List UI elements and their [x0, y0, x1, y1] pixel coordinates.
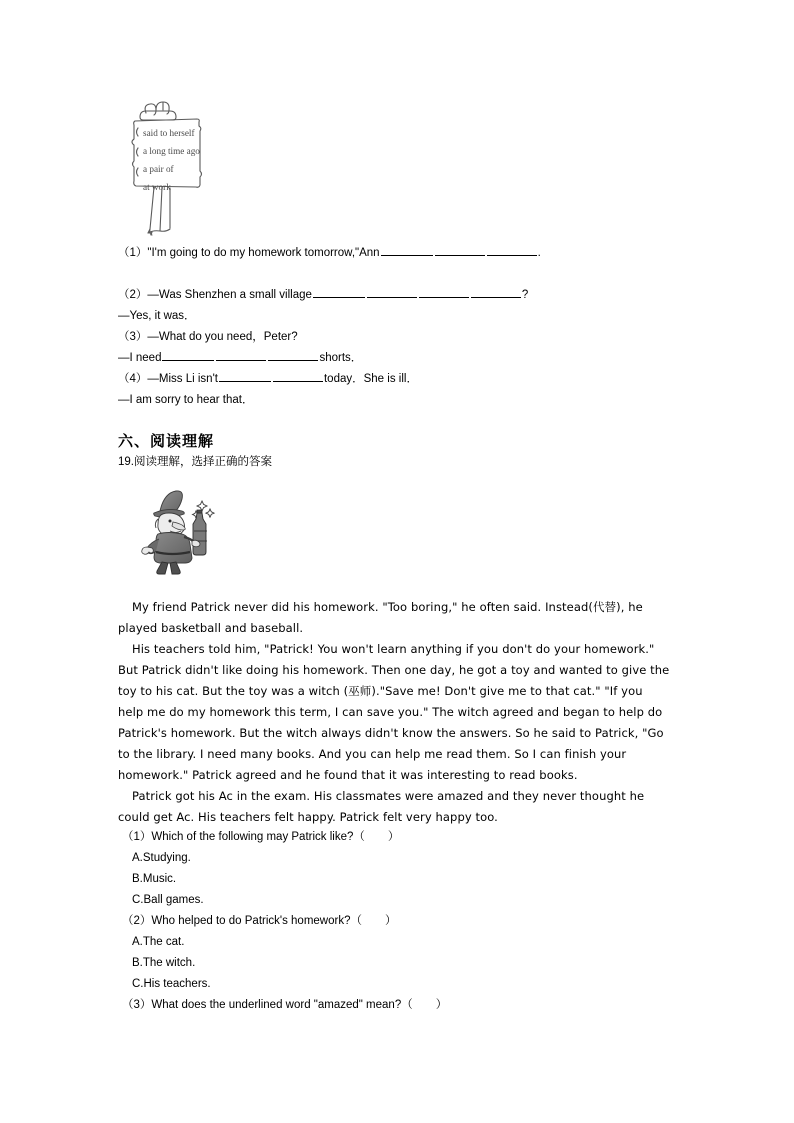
fill-in-blank-group	[118, 243, 718, 411]
fib-q1-text: "I'm going to do my homework tomorrow,"Ann	[147, 247, 380, 259]
reading-passage	[118, 597, 670, 828]
fib-q2-blank-1[interactable]	[313, 286, 365, 298]
fib-q4-blank-1[interactable]	[219, 370, 271, 382]
fib-q3-text: —What do you need，Peter?	[147, 331, 298, 343]
fib-q4-answer: —I am sorry to hear that．	[118, 394, 254, 406]
svg-text:at work: at work	[143, 182, 171, 192]
fib-q1-blank-1[interactable]	[381, 244, 433, 256]
mcq-q3-text: What does the underlined word "amazed" mean?（ ）	[151, 999, 448, 1011]
mcq-q3-number: （3）	[122, 999, 152, 1011]
fib-q1-number: （1）	[118, 247, 148, 259]
fib-q2-text: —Was Shenzhen a small village	[147, 289, 312, 301]
fib-q3-answer-suffix: shorts．	[319, 352, 363, 364]
signpost-illustration	[126, 96, 230, 236]
mcq-q2-option-c[interactable]: C.His teachers.	[132, 978, 211, 990]
fib-q3-blank-3[interactable]	[268, 349, 318, 361]
section-heading: 六、阅读理解	[118, 433, 215, 450]
fib-q2-tail: ?	[521, 289, 529, 301]
mcq-q1-option-c[interactable]: C.Ball games.	[132, 894, 204, 906]
passage-paragraph-1: My friend Patrick never did his homework. "Too boring," he often said. Instead(代替), he played basketball and baseball.	[118, 600, 643, 635]
mcq-group	[118, 827, 678, 1016]
mcq-q1-option-a[interactable]: A.Studying.	[132, 852, 191, 864]
svg-text:said to herself: said to herself	[143, 128, 195, 138]
fib-q3-blank-1[interactable]	[162, 349, 214, 361]
fib-question-4	[118, 369, 718, 390]
spacer	[118, 264, 718, 285]
fib-q4-blank-2[interactable]	[273, 370, 323, 382]
mcq-q1-number: （1）	[122, 831, 152, 843]
sign-text-lines	[143, 128, 200, 192]
fib-q3-answer	[118, 348, 718, 369]
fib-q1-blank-2[interactable]	[435, 244, 485, 256]
mcq-q2-number: （2）	[122, 915, 152, 927]
fib-q1-blank-3[interactable]	[487, 244, 537, 256]
fib-q2-blank-2[interactable]	[367, 286, 417, 298]
fib-q2-blank-3[interactable]	[419, 286, 469, 298]
fib-q3-blank-2[interactable]	[216, 349, 266, 361]
mcq-q1-text: Which of the following may Patrick like?（ ）	[151, 831, 400, 843]
fib-question-2	[118, 285, 718, 306]
mcq-q2-text: Who helped to do Patrick's homework?（ ）	[151, 915, 397, 927]
section-subheading: 19.阅读理解，选择正确的答案	[118, 456, 272, 468]
passage-paragraph-2: His teachers told him, "Patrick! You won't learn anything if you don't do your homework." But Patrick didn't like doing his homework. Then one day, he got a toy and wanted to give the toy to his cat. But the toy was a witch (巫师)."Save me! Don't give me to that cat." "If you help me do my homework this term, I can save you." The witch agreed and began to help do Patrick's homework. But the witch always didn't know the answers. So he said to Patrick, "Go to the library. I need many books. And you can help me read them. So I can finish your homework." Patrick agreed and he found that it was interesting to read books.	[118, 642, 670, 782]
mcq-question-1	[118, 827, 678, 848]
svg-text:a pair of: a pair of	[143, 164, 174, 174]
mcq-q1-option-b[interactable]: B.Music.	[132, 873, 177, 885]
mcq-q2-option-b[interactable]: B.The witch.	[132, 957, 196, 969]
witch-illustration	[140, 489, 218, 575]
fib-q4-number: （4）	[118, 373, 148, 385]
fib-q1-tail: .	[537, 247, 541, 259]
fib-q2-blank-4[interactable]	[471, 286, 521, 298]
fib-q2-number: （2）	[118, 289, 148, 301]
mcq-q2-option-a[interactable]: A.The cat.	[132, 936, 185, 948]
fib-q2-answer: —Yes, it was．	[118, 310, 196, 322]
fib-q3-answer-prefix: —I need	[118, 352, 162, 364]
passage-paragraph-3: Patrick got his Ac in the exam. His classmates were amazed and they never thought he could get Ac. His teachers felt happy. Patrick felt very happy too.	[118, 789, 645, 824]
mcq-question-3	[118, 995, 678, 1016]
fib-question-1	[118, 243, 718, 264]
fib-q3-number: （3）	[118, 331, 148, 343]
fib-q4-text: —Miss Li isn't	[147, 373, 218, 385]
fib-q4-tail: today．She is ill．	[323, 373, 418, 385]
mcq-question-2	[118, 911, 678, 932]
fib-question-3	[118, 327, 718, 348]
svg-text:a long time ago: a long time ago	[143, 146, 200, 156]
